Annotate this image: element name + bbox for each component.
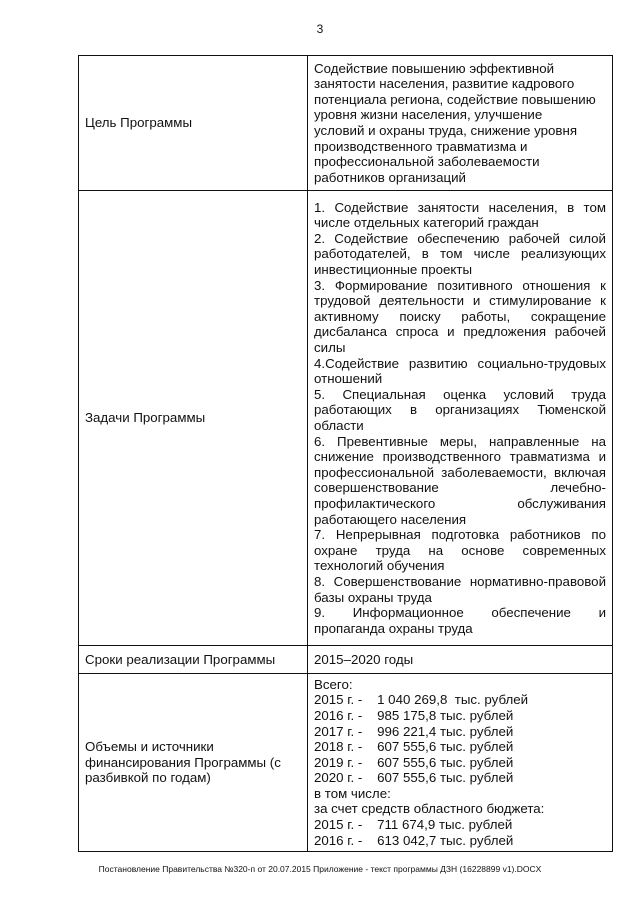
goal-line: занятости населения, развитие кадрового — [314, 76, 575, 92]
funding-line: 2020 г. - 607 555,6 тыс. рублей — [314, 770, 514, 786]
funding-line: в том числе: — [314, 785, 391, 801]
goal-line: потенциала региона, содействие повышению — [314, 91, 596, 107]
terms-label: Сроки реализации Программы — [79, 646, 308, 674]
document-footer: Постановление Правительства №320-п от 20.07.2015 Приложение - текст программы ДЗН (16228899 v1).DOCX — [98, 864, 542, 874]
funding-label: Объемы и источники финансирования Программы (с разбивкой по годам) — [79, 674, 308, 852]
goal-value — [308, 56, 613, 191]
task-item: 9. Информационное обеспечение и пропаганда охраны труда — [314, 605, 606, 636]
goal-line: работников организаций — [314, 169, 466, 185]
goal-label: Цель Программы — [79, 56, 308, 191]
task-item: 2. Содействие обеспечению рабочей силой работодателей, в том числе реализующих инвестиционные проекты — [314, 230, 606, 278]
goal-line: производственного травматизма и — [314, 138, 528, 154]
goal-line: Содействие повышению эффективной — [314, 60, 555, 76]
funding-line: Всего: — [314, 676, 353, 692]
funding-line: 2016 г. - 985 175,8 тыс. рублей — [314, 707, 514, 723]
task-item: 5. Специальная оценка условий труда работающих в организациях Тюменской области — [314, 386, 606, 433]
terms-value: 2015–2020 годы — [308, 646, 613, 674]
table-row-goal — [79, 56, 613, 191]
tasks-value — [308, 191, 613, 646]
funding-line: 2019 г. - 607 555,6 тыс. рублей — [314, 754, 514, 770]
goal-line: профессиональной заболеваемости — [314, 154, 540, 170]
funding-value — [308, 674, 613, 852]
funding-line: 2015 г. - 1 040 269,8 тыс. рублей — [314, 692, 529, 708]
tasks-label: Задачи Программы — [79, 191, 308, 646]
goal-line: условий и охраны труда, снижение уровня — [314, 123, 578, 138]
task-item: 6. Превентивные меры, направленные на снижение производственного травматизма и профессиональной заболеваемости, включая совершенствование лечебно-профилактического обслуживания работающего населения — [314, 433, 606, 527]
goal-line: уровня жизни населения, улучшение — [314, 107, 543, 123]
funding-line: за счет средств областного бюджета: — [314, 801, 545, 817]
task-item: 4.Содействие развитию социально-трудовых отношений — [314, 355, 606, 387]
funding-line: 2015 г. - 711 674,9 тыс. рублей — [314, 817, 513, 833]
program-passport-table — [78, 55, 613, 852]
table-row-funding — [79, 674, 613, 852]
task-item: 1. Содействие занятости населения, в том числе отдельных категорий граждан — [314, 199, 606, 231]
funding-line: 2018 г. - 607 555,6 тыс. рублей — [314, 739, 514, 755]
task-item: 8. Совершенствование нормативно-правовой базы охраны труда — [314, 573, 606, 605]
table-row-tasks — [79, 191, 613, 646]
funding-line: 2016 г. - 613 042,7 тыс. рублей — [314, 832, 514, 848]
page-number: 3 — [316, 22, 324, 36]
table-row-terms — [79, 646, 613, 674]
task-item: 7. Непрерывная подготовка работников по охране труда на основе современных технологий обучения — [314, 527, 606, 574]
task-item: 3. Формирование позитивного отношения к трудовой деятельности и стимулирование к активному поиску работы, сокращение дисбаланса спроса и предложения рабочей силы — [314, 277, 606, 356]
funding-line: 2017 г. - 996 221,4 тыс. рублей — [314, 723, 514, 739]
